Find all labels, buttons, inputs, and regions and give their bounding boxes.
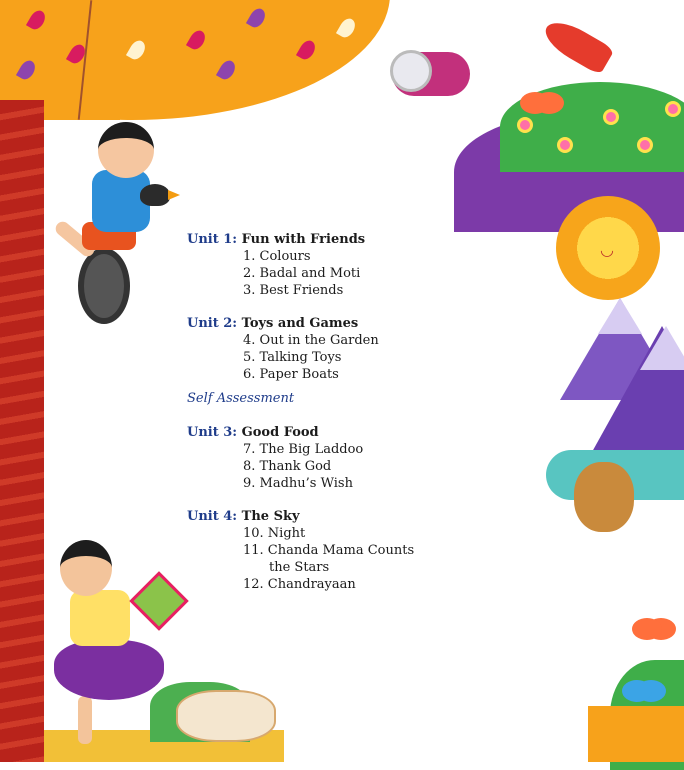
unit-title: The Sky (241, 509, 300, 524)
lesson-item[interactable]: 7. The Big Laddoo (243, 442, 364, 457)
lesson-item[interactable]: 9. Madhu’s Wish (243, 476, 353, 491)
unit-title: Good Food (241, 425, 319, 440)
self-assessment-link[interactable]: Self Assessment (187, 391, 295, 406)
lesson-item[interactable]: 12. Chandrayaan (243, 577, 356, 592)
lesson-item[interactable]: 5. Talking Toys (243, 350, 342, 365)
unit-title: Toys and Games (241, 316, 359, 331)
lesson-item[interactable]: 1. Colours (243, 249, 311, 264)
unit-number: Unit 1: (187, 232, 238, 247)
unit-number: Unit 4: (187, 509, 238, 524)
lesson-item[interactable]: 8. Thank God (243, 459, 332, 474)
unit-title: Fun with Friends (241, 232, 366, 247)
lesson-item[interactable]: 4. Out in the Garden (243, 333, 379, 348)
unit-heading (187, 425, 319, 440)
unit-heading (187, 232, 365, 247)
unit-number: Unit 3: (187, 425, 238, 440)
lesson-item[interactable]: 3. Best Friends (243, 283, 344, 298)
lesson-item[interactable]: 11. Chanda Mama Counts (243, 543, 415, 558)
lesson-item-continued[interactable]: the Stars (269, 560, 330, 575)
unit-heading (187, 316, 358, 331)
unit-number: Unit 2: (187, 316, 238, 331)
lesson-item[interactable]: 10. Night (243, 526, 306, 541)
lesson-item[interactable]: 6. Paper Boats (243, 367, 339, 382)
unit-heading (187, 509, 300, 524)
lesson-item[interactable]: 2. Badal and Moti (243, 266, 361, 281)
